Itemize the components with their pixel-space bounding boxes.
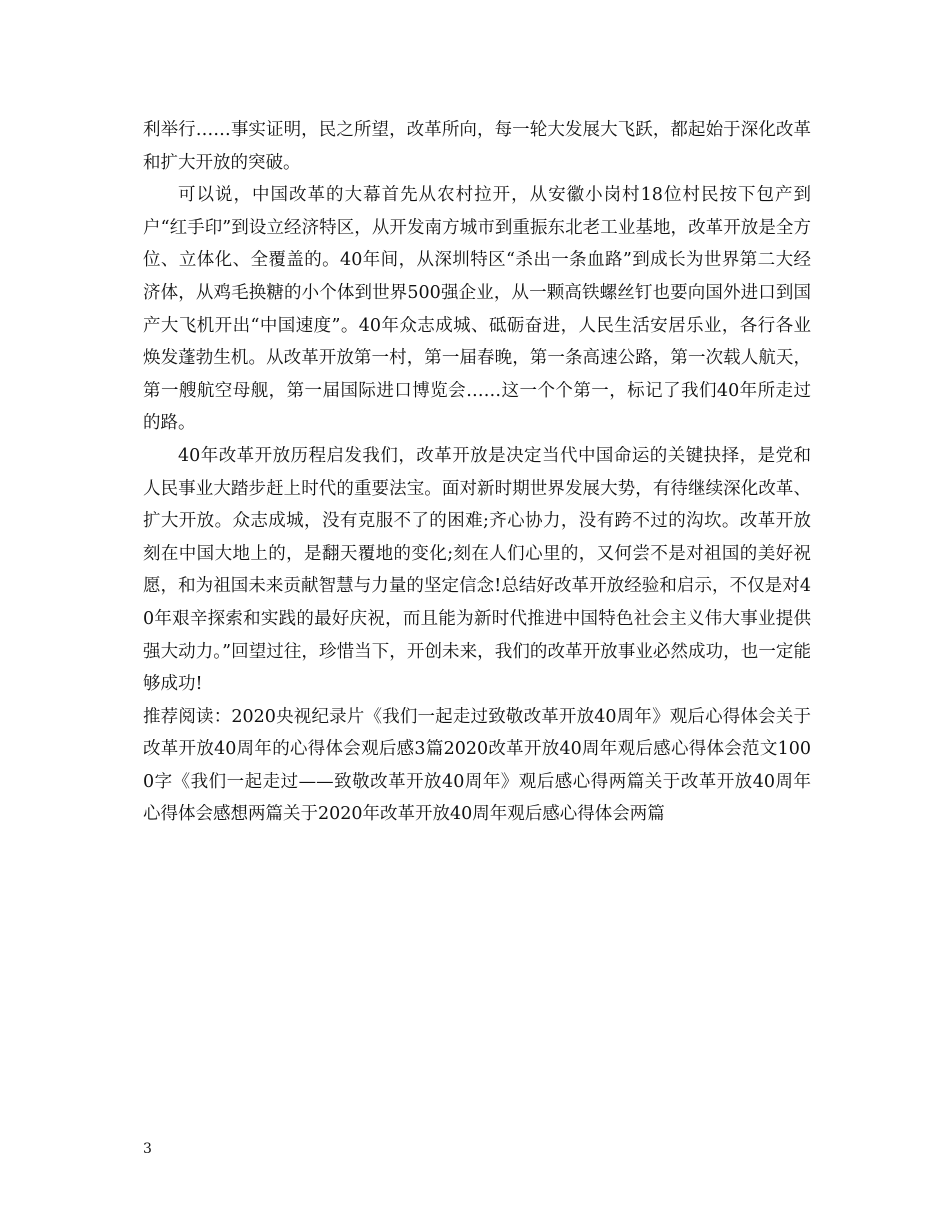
page-number: 3 <box>143 1141 152 1157</box>
paragraph-reform-lessons: 40年改革开放历程启发我们，改革开放是决定当代中国命运的关键抉择，是党和人民事业大踏步赶上时代的重要法宝。面对新时期世界发展大势，有待继续深化改革、扩大开放。众志成城，没有克服不了的困难;齐心协力，没有跨不过的沟坎。改革开放刻在中国大地上的，是翻天覆地的变化;刻在人们心里的，又何尝不是对祖国的美好祝愿，和为祖国未来贡献智慧与力量的坚定信念!总结好改革开放经验和启示，不仅是对40年艰辛探索和实践的最好庆祝，而且能为新时代推进中国特色社会主义伟大事业提供强大动力。”回望过往，珍惜当下，开创未来，我们的改革开放事业必然成功，也一定能够成功! <box>143 445 811 695</box>
recommended-reading: 推荐阅读：2020央视纪录片《我们一起走过致敬改革开放40周年》观后心得体会关于改革开放40周年的心得体会观后感3篇2020改革开放40周年观后感心得体会范文1000字《我们一起走过——致敬改革开放40周年》观后感心得两篇关于改革开放40周年心得体会感想两篇关于2020年改革开放40周年观后感心得体会两篇 <box>143 706 811 825</box>
paragraph-continuation: 利举行……事实证明，民之所望，改革所向，每一轮大发展大飞跃，都起始于深化改革和扩大开放的突破。 <box>143 120 811 173</box>
paragraph-reform-history: 可以说，中国改革的大幕首先从农村拉开，从安徽小岗村18位村民按下包产到户“红手印”到设立经济特区，从开发南方城市到重振东北老工业基地，改革开放是全方位、立体化、全覆盖的。40年间，从深圳特区“杀出一条血路”到成长为世界第二大经济体，从鸡毛换糖的小个体到世界500强企业，从一颗高铁螺丝钉也要向国外进口到国产大飞机开出“中国速度”。40年众志成城、砥砺奋进，人民生活安居乐业，各行各业焕发蓬勃生机。从改革开放第一村，第一届春晚，第一条高速公路，第一次载人航天，第一艘航空母舰，第一届国际进口博览会……这一个个第一，标记了我们40年所走过的路。 <box>143 185 811 434</box>
document-body <box>143 114 811 831</box>
